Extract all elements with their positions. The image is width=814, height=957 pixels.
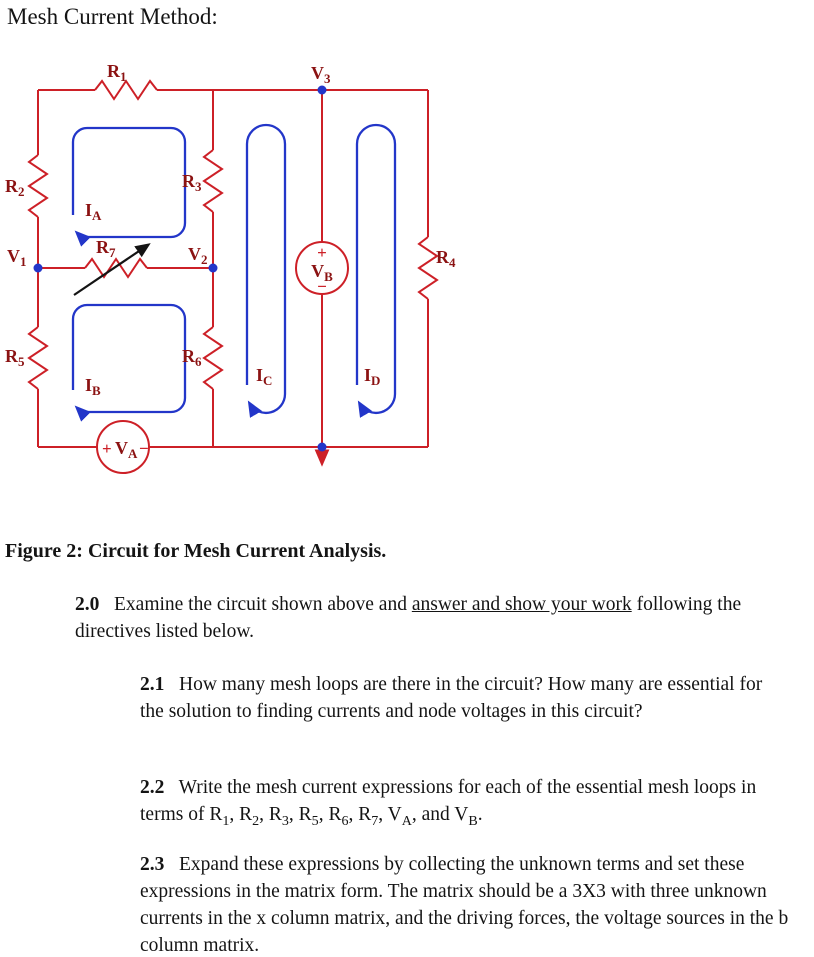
mesh-loop-ib	[73, 305, 185, 412]
label-ic	[256, 365, 272, 388]
label-v2-main: V	[188, 244, 201, 264]
section-2-3: 2.3 Expand these expressions by collecting the unknown terms and set these expressions in the matrix form. The matrix should be a 3X3 with three unknown currents in the x column matrix, and the driving forces, the voltage sources in the b column matrix.	[140, 854, 789, 956]
label-v3-sub: 3	[324, 71, 331, 86]
label-r4	[436, 247, 456, 270]
label-ib	[85, 375, 101, 398]
label-v1-main: V	[7, 246, 20, 266]
label-r6	[182, 346, 202, 369]
label-r4-sub: 4	[449, 255, 456, 270]
label-r5	[5, 346, 25, 369]
source-va-minus-sign: −	[139, 439, 149, 458]
label-r1-sub: 1	[120, 69, 127, 84]
label-ia-sub: A	[92, 208, 102, 223]
resistor-r6	[204, 327, 222, 389]
label-v2	[188, 244, 208, 267]
label-r4-main: R	[436, 247, 449, 267]
label-r2-sub: 2	[18, 184, 25, 199]
label-r7	[96, 237, 116, 260]
source-vb-plus-sign: +	[317, 243, 327, 262]
resistor-r4	[419, 237, 437, 299]
section-2-0: 2.0 Examine the circuit shown above and answer and show your work following the directives listed below.	[75, 594, 742, 642]
label-ib-main: I	[85, 375, 93, 395]
resistor-r2	[29, 155, 47, 217]
label-va-main: V	[115, 438, 128, 458]
label-ia	[85, 200, 102, 223]
node-bottom	[318, 443, 327, 452]
mesh-loop-ic	[247, 125, 285, 413]
label-r2	[5, 176, 25, 199]
label-ic-main: I	[256, 365, 264, 385]
label-r7-main: R	[96, 237, 109, 257]
figure-caption: Figure 2: Circuit for Mesh Current Analysis.	[5, 540, 387, 562]
label-r5-main: R	[5, 346, 18, 366]
label-r3	[182, 171, 202, 194]
label-r7-sub: 7	[109, 245, 116, 260]
section-2-1: 2.1 How many mesh loops are there in the circuit? How many are essential for the solution to finding currents and node voltages in this circuit?	[140, 674, 763, 722]
circuit-figure	[0, 55, 470, 485]
page-title: Mesh Current Method:	[7, 4, 218, 29]
label-vb-sub: B	[324, 269, 333, 284]
label-ic-sub: C	[263, 373, 273, 388]
label-r1	[107, 61, 127, 84]
circuit-diagram	[0, 55, 470, 485]
label-v1-sub: 1	[20, 254, 27, 269]
resistor-r3	[204, 150, 222, 212]
label-id	[364, 365, 380, 388]
resistor-r7	[85, 259, 147, 277]
label-vb-main: V	[311, 261, 325, 281]
source-va-plus-sign: +	[102, 439, 112, 458]
node-v2	[209, 264, 218, 273]
label-v3-main: V	[311, 63, 324, 83]
label-id-main: I	[364, 365, 372, 385]
node-v3	[318, 86, 327, 95]
label-r5-sub: 5	[18, 354, 25, 369]
source-vb-minus-sign: −	[317, 277, 327, 296]
label-v3	[311, 63, 331, 86]
label-ia-main: I	[85, 200, 93, 220]
section-2-2: 2.2 Write the mesh current expressions for each of the essential mesh loops in terms of $R_1$, $R_2$, $R_3$, $R_5$, $R_6$, $R_7$, $V_A$, and $V_B$.	[140, 777, 757, 829]
label-v2-sub: 2	[201, 252, 208, 267]
mesh-loop-id	[357, 125, 395, 413]
label-r3-sub: 3	[195, 179, 202, 194]
label-r2-main: R	[5, 176, 18, 196]
label-id-sub: D	[371, 373, 381, 388]
label-r6-sub: 6	[195, 354, 202, 369]
node-v1	[34, 264, 43, 273]
label-v1	[7, 246, 27, 269]
mesh-loop-ia	[73, 128, 185, 237]
label-r3-main: R	[182, 171, 195, 191]
label-r6-main: R	[182, 346, 195, 366]
resistor-r5	[29, 327, 47, 389]
label-ib-sub: B	[92, 383, 101, 398]
label-va-sub: A	[128, 446, 138, 461]
label-r1-main: R	[107, 61, 120, 81]
